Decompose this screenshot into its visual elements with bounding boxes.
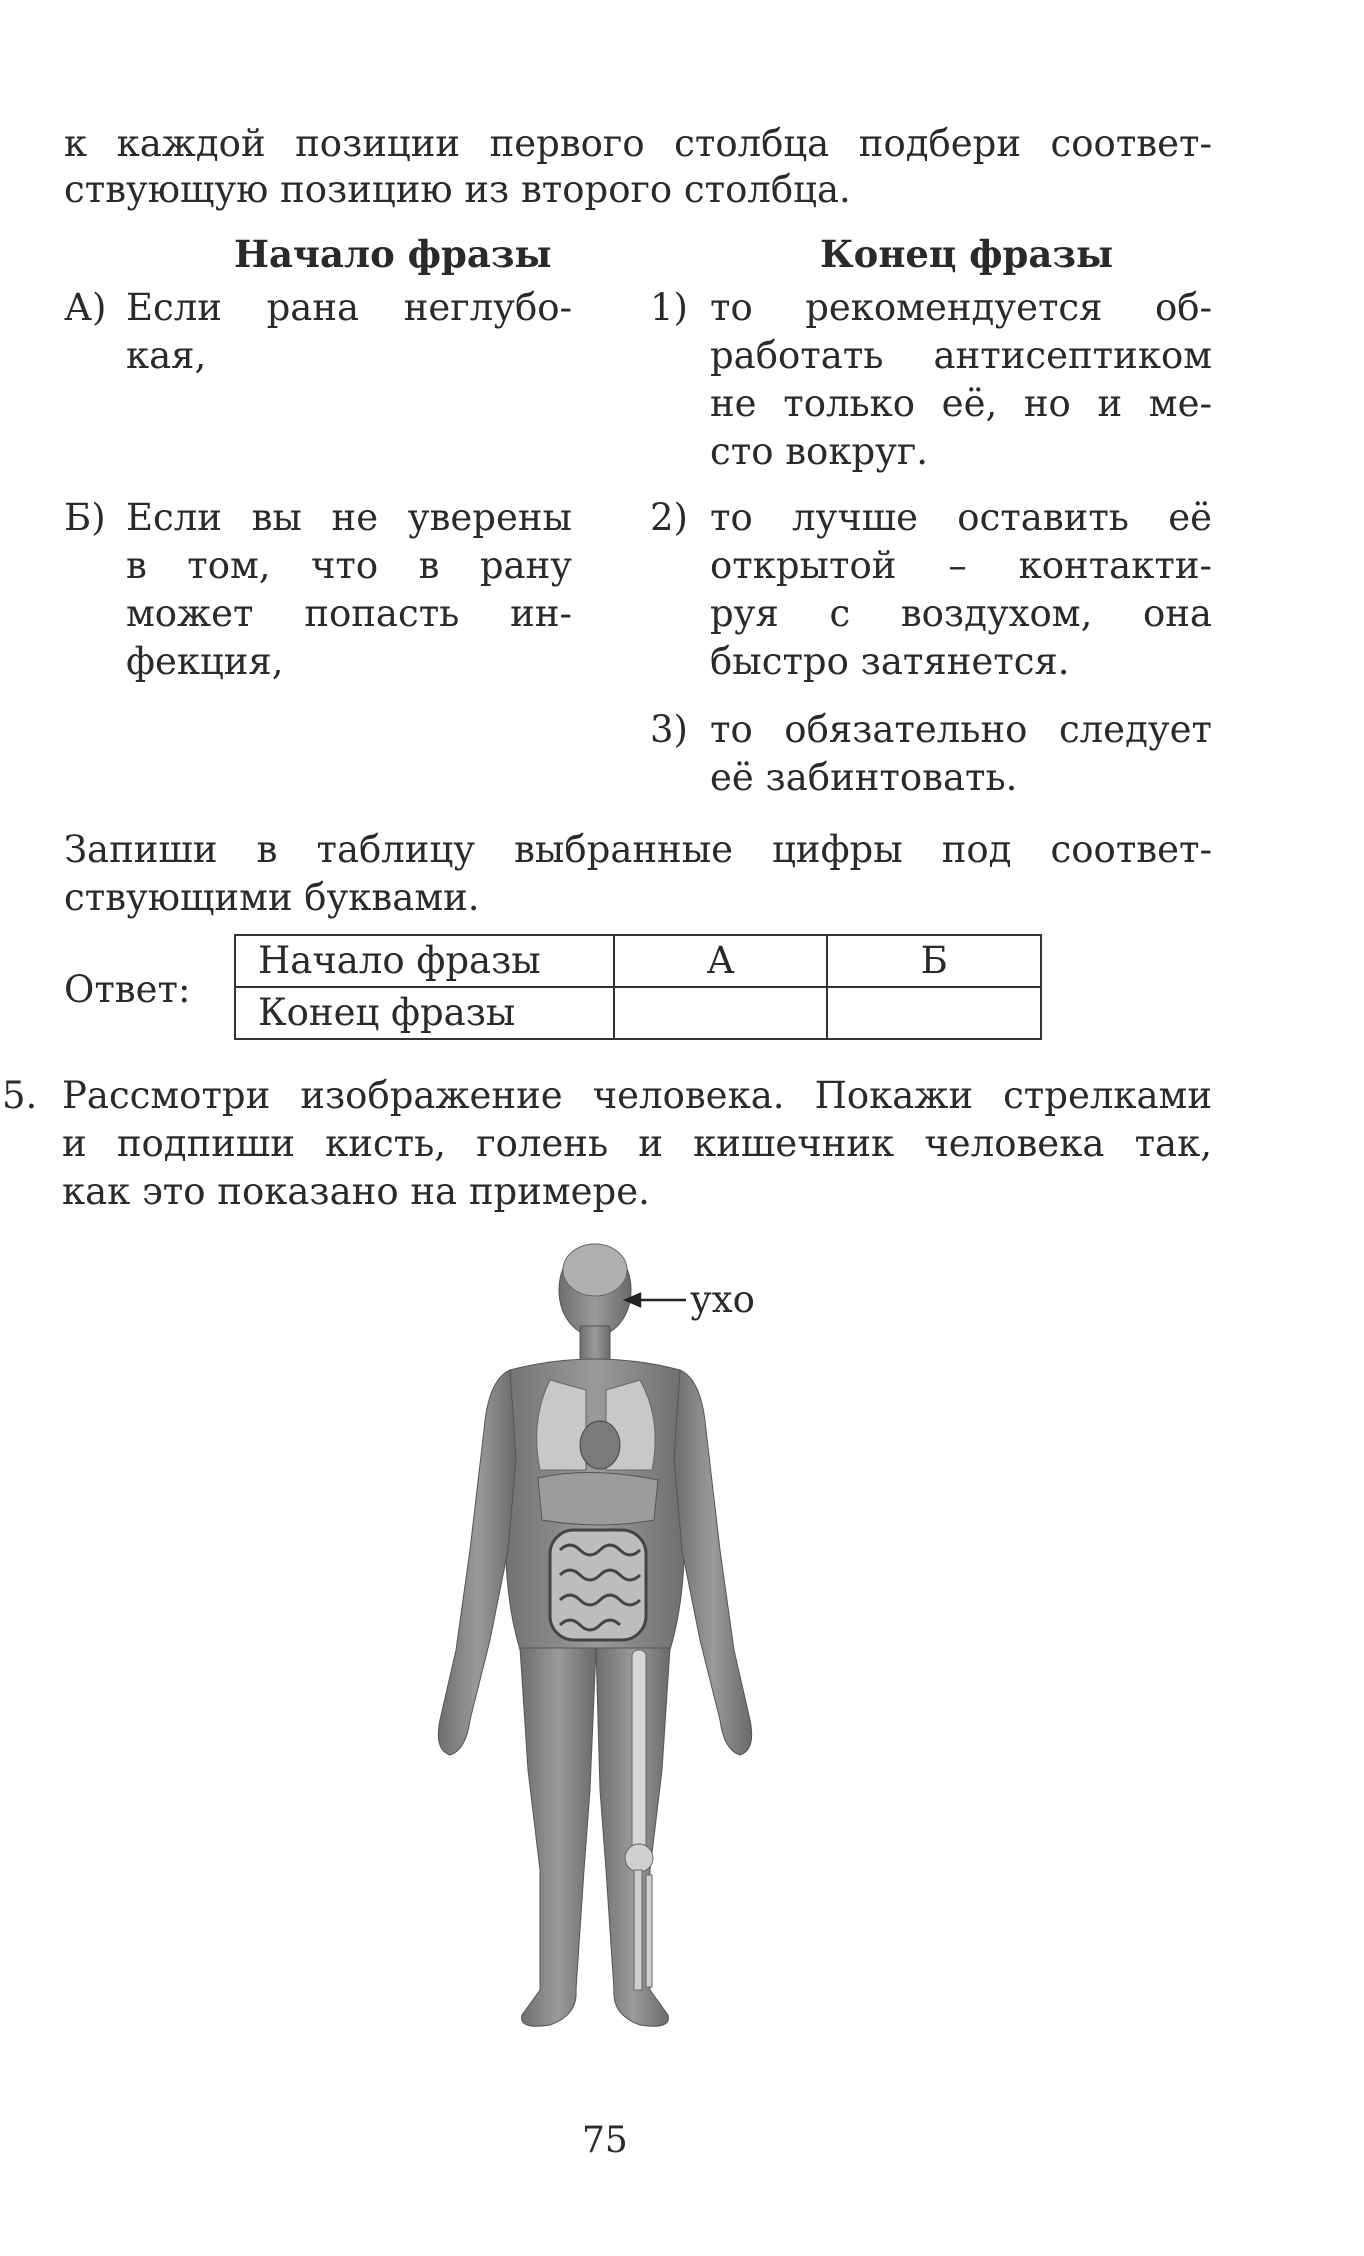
answer-table <box>234 934 1042 1040</box>
instruction-line-2: ствующими буквами. <box>64 876 480 919</box>
femur-bone-icon <box>632 1650 646 1850</box>
brain-icon <box>563 1244 627 1296</box>
item-marker: 1) <box>650 286 688 329</box>
item-line: фекция, <box>126 640 284 683</box>
answer-cell-b[interactable] <box>827 987 1041 1039</box>
left-lung-icon <box>537 1380 586 1470</box>
heart-icon <box>580 1421 620 1469</box>
item-line: Если рана неглубо- <box>126 286 572 329</box>
intro-line-1: к каждой позиции первого столбца подбери соответ- <box>64 122 1212 165</box>
item-line: сто вокруг. <box>710 430 929 473</box>
liver-stomach-icon <box>538 1472 658 1525</box>
item-line: не только её, но и ме- <box>710 382 1212 425</box>
human-body-figure <box>400 1230 920 2040</box>
shin-bone-icon <box>634 1870 642 1990</box>
intestines-icon <box>550 1530 646 1640</box>
item-line: может попасть ин- <box>126 592 572 635</box>
answer-row1-header: Начало фразы <box>235 935 614 987</box>
item-line: то обязательно следует <box>710 708 1212 751</box>
answer-col-a: А <box>614 935 828 987</box>
answer-row2-header: Конец фразы <box>235 987 614 1039</box>
task-number: 5. <box>2 1074 38 1117</box>
ear-label: ухо <box>690 1278 755 1321</box>
left-column-header: Начало фразы <box>234 232 552 276</box>
page-number: 75 <box>582 2120 628 2161</box>
item-line: её забинтовать. <box>710 756 1018 799</box>
intro-line-2: ствующую позицию из второго столбца. <box>64 168 851 211</box>
fibula-bone-icon <box>646 1875 652 1987</box>
item-marker: А) <box>64 286 107 329</box>
item-line: руя с воздухом, она <box>710 592 1212 635</box>
knee-icon <box>625 1844 653 1872</box>
item-line: в том, что в рану <box>126 544 572 587</box>
answer-col-b: Б <box>827 935 1041 987</box>
item-line: то рекомендуется об- <box>710 286 1212 329</box>
task5-line-3: как это показано на примере. <box>62 1170 650 1213</box>
item-marker: 2) <box>650 496 688 539</box>
item-line: кая, <box>126 334 207 377</box>
task5-line-1: Рассмотри изображение человека. Покажи стрелками <box>62 1074 1212 1117</box>
answer-cell-a[interactable] <box>614 987 828 1039</box>
item-line: открытой – контакти- <box>710 544 1212 587</box>
item-marker: Б) <box>64 496 106 539</box>
item-line: работать антисептиком <box>710 334 1212 377</box>
ear-arrow-icon <box>626 1294 686 1306</box>
instruction-line-1: Запиши в таблицу выбранные цифры под соответ- <box>64 828 1212 871</box>
item-marker: 3) <box>650 708 688 751</box>
answer-label: Ответ: <box>64 968 191 1011</box>
task5-line-2: и подпиши кисть, голень и кишечник человека так, <box>62 1122 1212 1165</box>
item-line: то лучше оставить её <box>710 496 1212 539</box>
right-column-header: Конец фразы <box>820 232 1114 276</box>
item-line: быстро затянется. <box>710 640 1070 683</box>
item-line: Если вы не уверены <box>126 496 572 539</box>
